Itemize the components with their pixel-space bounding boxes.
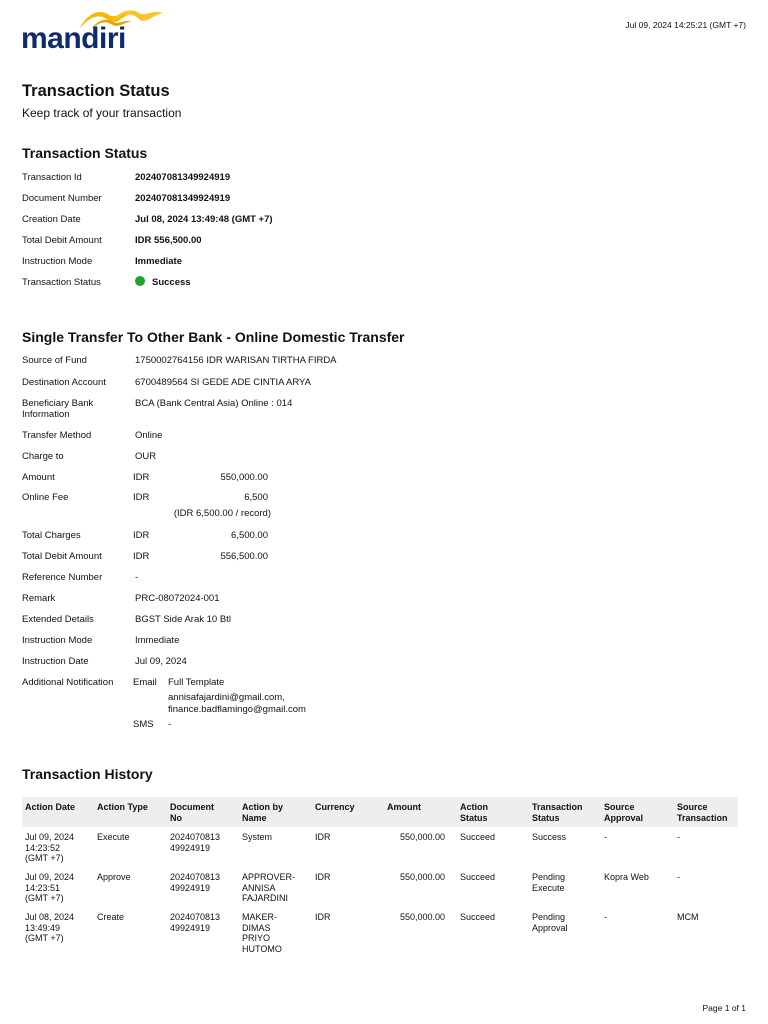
- label-destination-account: Destination Account: [22, 377, 106, 388]
- label-document-number: Document Number: [22, 193, 102, 204]
- th-transaction-status-line2: Status: [532, 812, 560, 823]
- label-total-debit-amount: Total Debit Amount: [22, 551, 102, 562]
- row3-doc-line2: 49924919: [170, 922, 211, 933]
- fee-note: (IDR 6,500.00 / record): [173, 508, 271, 519]
- row3-source-approval: -: [604, 912, 607, 922]
- row2-tx-status-line2: Execute: [532, 882, 565, 893]
- row2-action-type: Approve: [97, 872, 131, 882]
- page-number: Page 1 of 1: [702, 1003, 746, 1013]
- row2-doc-line2: 49924919: [170, 882, 211, 893]
- th-source-transaction-line1: Source: [677, 802, 708, 812]
- row3-tx-status-line1: Pending: [532, 912, 566, 922]
- value-instruction-mode-2: Immediate: [135, 635, 180, 646]
- notification-email-template: Full Template: [168, 677, 225, 688]
- fee-currency: IDR: [133, 492, 150, 503]
- amount-currency: IDR: [133, 472, 150, 483]
- row3-date-line1: Jul 08, 2024: [25, 912, 75, 922]
- row1-amount: 550,000.00: [399, 832, 445, 842]
- label-transfer-method: Transfer Method: [22, 430, 92, 441]
- row3-action-type: Create: [97, 912, 125, 922]
- label-amount: Amount: [22, 472, 55, 483]
- value-transaction-id: 202407081349924919: [135, 172, 231, 183]
- row3-action-date: [25, 912, 74, 944]
- label-beneficiary-bank-line2: Information: [22, 409, 70, 420]
- history-section-title: Transaction History: [22, 766, 153, 782]
- row3-date-line2: 13:49:49: [25, 922, 61, 933]
- row2-doc-line1: 2024070813: [170, 872, 221, 882]
- row2-by-line3: FAJARDINI: [242, 893, 289, 903]
- label-beneficiary-bank: [22, 398, 93, 420]
- row2-source-approval: Kopra Web: [604, 872, 649, 882]
- notification-email-label: Email: [133, 677, 157, 688]
- value-remark: PRC-08072024-001: [135, 593, 220, 604]
- label-instruction-mode: Instruction Mode: [22, 256, 93, 267]
- label-instruction-date: Instruction Date: [22, 656, 89, 667]
- th-action-status: [460, 802, 488, 823]
- row1-date-line1: Jul 09, 2024: [25, 832, 75, 842]
- value-source-of-fund: 1750002764156 IDR WARISAN TIRTHA FIRDA: [135, 355, 337, 366]
- row2-tx-status-line1: Pending: [532, 872, 566, 882]
- total-charges-value: 6,500.00: [231, 530, 268, 541]
- label-online-fee: Online Fee: [22, 492, 69, 503]
- status-badge: [135, 276, 191, 288]
- row3-currency: IDR: [315, 912, 331, 922]
- row3-amount: 550,000.00: [399, 912, 445, 922]
- row3-transaction-status: [532, 912, 568, 933]
- row1-action-date: [25, 832, 74, 864]
- row2-action-by: [242, 872, 295, 904]
- value-instruction-mode: Immediate: [135, 256, 182, 267]
- notification-email-address-2: finance.badflamingo@gmail.com: [168, 704, 306, 715]
- value-transaction-status: Success: [152, 277, 191, 288]
- label-extended-details: Extended Details: [22, 614, 94, 625]
- row1-date-line2: 14:23:52: [25, 842, 61, 853]
- amount-value: 550,000.00: [220, 472, 268, 483]
- notification-email-address-1: annisafajardini@gmail.com,: [168, 692, 285, 703]
- row1-date-line3: (GMT +7): [25, 853, 64, 863]
- row3-source-transaction: MCM: [677, 912, 699, 922]
- fee-value: 6,500: [244, 492, 268, 503]
- row3-by-line2: DIMAS: [242, 922, 271, 933]
- row1-source-approval: -: [604, 832, 607, 842]
- row1-action-status: Succeed: [460, 832, 496, 842]
- th-currency: Currency: [315, 802, 355, 812]
- label-transaction-id: Transaction Id: [22, 172, 82, 183]
- row2-amount: 550,000.00: [399, 872, 445, 882]
- row1-source-transaction: -: [677, 832, 680, 842]
- total-debit-currency: IDR: [133, 551, 150, 562]
- th-source-transaction: [677, 802, 728, 823]
- label-charge-to: Charge to: [22, 451, 64, 462]
- brand-wordmark: mandiri: [21, 22, 126, 55]
- th-action-by-line2: Name: [242, 812, 267, 823]
- th-source-approval: [604, 802, 643, 823]
- value-extended-details: BGST Side Arak 10 Btl: [135, 614, 231, 625]
- row3-document-no: [170, 912, 220, 933]
- value-reference-number: -: [135, 572, 139, 583]
- page-title: Transaction Status: [22, 82, 170, 100]
- value-destination-account: 6700489564 SI GEDE ADE CINTIA ARYA: [135, 377, 312, 388]
- label-transaction-status: Transaction Status: [22, 277, 101, 288]
- row1-currency: IDR: [315, 832, 331, 842]
- row3-action-status: Succeed: [460, 912, 496, 922]
- row3-by-line1: MAKER-: [242, 912, 278, 922]
- th-source-approval-line2: Approval: [604, 812, 644, 823]
- row1-action-by: [242, 832, 272, 843]
- th-source-approval-line1: Source: [604, 802, 635, 812]
- row2-by-line1: APPROVER-: [242, 872, 296, 882]
- row2-transaction-status: [532, 872, 565, 893]
- row2-currency: IDR: [315, 872, 331, 882]
- th-transaction-status-line1: Transaction: [532, 802, 583, 812]
- status-section-title: Transaction Status: [22, 145, 148, 161]
- row1-doc-line1: 2024070813: [170, 832, 221, 842]
- notification-sms-label: SMS: [133, 719, 154, 730]
- label-total-debit: Total Debit Amount: [22, 235, 102, 246]
- label-remark: Remark: [22, 593, 56, 604]
- row2-date-line2: 14:23:51: [25, 882, 61, 893]
- row3-action-by: [242, 912, 282, 954]
- label-total-charges: Total Charges: [22, 530, 81, 541]
- th-action-date: Action Date: [25, 802, 76, 812]
- row2-action-status: Succeed: [460, 872, 496, 882]
- row1-transaction-status: Success: [532, 832, 567, 842]
- row3-doc-line1: 2024070813: [170, 912, 221, 922]
- row3-by-line3: PRIYO: [242, 933, 271, 943]
- th-action-by: [242, 802, 283, 823]
- page-subtitle: Keep track of your transaction: [22, 106, 182, 120]
- value-transfer-method: Online: [135, 430, 163, 441]
- label-source-of-fund: Source of Fund: [22, 355, 87, 366]
- label-beneficiary-bank-line1: Beneficiary Bank: [22, 398, 94, 409]
- th-document-no-line1: Document: [170, 802, 215, 812]
- row1-by-line1: System: [242, 832, 273, 842]
- th-action-status-line2: Status: [460, 812, 488, 823]
- row2-action-date: [25, 872, 74, 904]
- row2-date-line1: Jul 09, 2024: [25, 872, 75, 882]
- total-debit-value: 556,500.00: [220, 551, 268, 562]
- th-action-type: Action Type: [97, 802, 148, 812]
- row3-by-line4: HUTOMO: [242, 943, 282, 954]
- value-charge-to: OUR: [135, 451, 157, 462]
- notification-sms-value: -: [168, 719, 172, 730]
- row2-document-no: [170, 872, 220, 893]
- row3-tx-status-line2: Approval: [532, 922, 568, 933]
- th-source-transaction-line2: Transaction: [677, 812, 728, 823]
- th-transaction-status: [532, 802, 583, 823]
- value-document-number: 202407081349924919: [135, 193, 231, 204]
- status-success-icon: [135, 276, 145, 286]
- label-reference-number: Reference Number: [22, 572, 103, 583]
- row2-by-line2: ANNISA: [242, 882, 276, 893]
- th-document-no-line2: No: [170, 812, 182, 823]
- transfer-section-title: Single Transfer To Other Bank - Online Domestic Transfer: [22, 329, 405, 345]
- value-beneficiary-bank: BCA (Bank Central Asia) Online : 014: [135, 398, 293, 409]
- value-creation-date: Jul 08, 2024 13:49:48 (GMT +7): [135, 214, 273, 225]
- th-document-no: [170, 802, 214, 823]
- th-action-by-line1: Action by: [242, 802, 284, 812]
- row1-doc-line2: 49924919: [170, 842, 211, 853]
- th-action-status-line1: Action: [460, 802, 488, 812]
- total-charges-currency: IDR: [133, 530, 150, 541]
- mandiri-logo: [21, 9, 167, 53]
- row1-action-type: Execute: [97, 832, 130, 842]
- row2-date-line3: (GMT +7): [25, 893, 64, 903]
- row3-date-line3: (GMT +7): [25, 933, 64, 943]
- label-instruction-mode-2: Instruction Mode: [22, 635, 93, 646]
- row2-source-transaction: -: [677, 872, 680, 882]
- label-additional-notification: Additional Notification: [22, 677, 114, 688]
- label-creation-date: Creation Date: [22, 214, 81, 225]
- value-instruction-date: Jul 09, 2024: [135, 656, 187, 667]
- row1-document-no: [170, 832, 220, 853]
- th-amount: Amount: [387, 802, 421, 812]
- value-total-debit: IDR 556,500.00: [135, 235, 202, 246]
- printed-timestamp: Jul 09, 2024 14:25:21 (GMT +7): [625, 20, 746, 30]
